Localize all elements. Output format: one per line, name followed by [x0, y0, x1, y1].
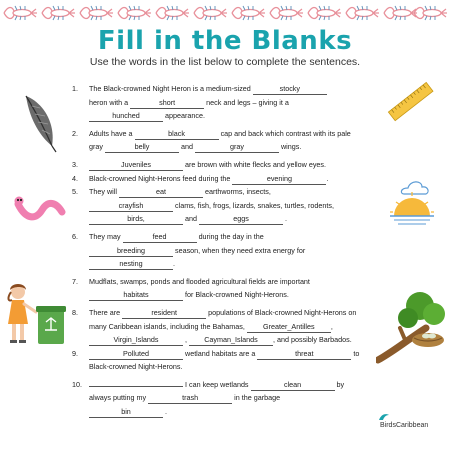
question-text: cap and back which contrast with its pale: [220, 128, 351, 138]
question-text: appearance.: [165, 111, 205, 121]
question-8: [72, 306, 377, 347]
question-text: Mudflats, swamps, ponds and flooded agricultural fields are important: [89, 276, 310, 286]
answer-blank[interactable]: belly: [105, 142, 179, 153]
question-text: clams, fish, frogs, lizards, snakes, turtles, rodents,: [175, 200, 334, 210]
feather-icon: [20, 92, 62, 154]
question-text: many Caribbean islands, including the Bahamas,: [89, 321, 245, 331]
logo-text-birds: Birds: [380, 422, 396, 429]
question-number: 2.: [72, 128, 78, 138]
answer-blank[interactable]: breeding: [89, 246, 173, 257]
question-text: .: [173, 259, 175, 269]
answer-blank[interactable]: gray: [195, 142, 279, 153]
question-7: [72, 275, 377, 302]
question-text: wings.: [280, 142, 302, 152]
question-10: [72, 378, 377, 419]
question-9: [72, 347, 377, 374]
question-text: There are: [89, 307, 121, 317]
answer-blank[interactable]: clean: [251, 380, 335, 391]
bird-icon: [378, 412, 390, 422]
question-text: during the day in the: [198, 231, 264, 241]
question-number: 5.: [72, 187, 78, 197]
logo-text-caribbean: Caribbean: [395, 422, 429, 429]
question-number: 7.: [72, 276, 78, 286]
question-text: The Black-crowned Night Heron is a medium-sized: [89, 84, 251, 93]
answer-blank[interactable]: Cayman_Islands: [189, 335, 273, 346]
question-text: earthworms, insects,: [204, 187, 271, 197]
answer-blank[interactable]: feed: [123, 232, 197, 243]
answer-blank[interactable]: bin: [89, 407, 163, 418]
question-6: [72, 230, 377, 271]
worm-icon: [12, 190, 66, 226]
question-text: .: [326, 173, 329, 183]
question-number: 3.: [72, 159, 78, 169]
birdscaribbean-logo: [380, 422, 428, 429]
page-title: Fill in the Blanks: [97, 26, 353, 56]
question-text: in the garbage: [234, 393, 281, 403]
question-text: and: [185, 214, 197, 224]
question-text: They may: [89, 231, 121, 241]
question-5: [72, 185, 377, 226]
question-text: ,: [330, 321, 333, 331]
answer-blank[interactable]: birds,: [89, 214, 183, 225]
answer-blank[interactable]: black: [135, 129, 219, 140]
question-text: , and possibly Barbados.: [273, 335, 352, 345]
question-text: They will: [89, 187, 117, 197]
answer-blank[interactable]: Polluted: [89, 349, 183, 360]
question-number: 4.: [72, 173, 78, 183]
question-number: 10.: [72, 379, 82, 389]
question-number: 1.: [72, 84, 78, 93]
ruler-icon: [385, 80, 437, 124]
question-text: wetland habitats are a: [185, 348, 256, 358]
question-text: .: [165, 407, 167, 417]
question-text: ,: [185, 335, 187, 345]
answer-blank[interactable]: habitats: [89, 290, 183, 301]
crayfish-border: [0, 2, 450, 24]
question-text: are brown with white flecks and yellow eyes.: [185, 159, 327, 169]
instructions: Use the words in the list below to complete the sentences.: [89, 56, 361, 68]
answer-blank[interactable]: stocky: [253, 84, 327, 95]
answer-blank[interactable]: eat: [119, 187, 203, 198]
question-3: [72, 158, 377, 172]
question-text: populations of Black-crowned Night-Herons on: [208, 307, 357, 317]
answer-blank[interactable]: crayfish: [89, 201, 173, 212]
answer-blank[interactable]: eggs: [199, 214, 283, 225]
tree-nest-icon: [376, 288, 448, 376]
answer-blank[interactable]: threat: [257, 349, 351, 360]
answer-blank[interactable]: Virgin_Islands: [89, 335, 183, 346]
answer-blank[interactable]: [89, 386, 183, 387]
question-text: Adults have a: [89, 128, 133, 138]
question-text: Black-crowned Night-Herons feed during the: [89, 173, 231, 183]
question-text: gray: [89, 142, 103, 152]
question-number: 9.: [72, 348, 78, 358]
answer-blank[interactable]: nesting: [89, 259, 173, 270]
question-text: for Black-crowned Night-Herons.: [185, 290, 289, 300]
question-text: Black-crowned Night-Herons.: [89, 362, 183, 372]
question-text: by: [336, 379, 345, 389]
answer-blank[interactable]: trash: [148, 393, 232, 404]
girl-recycling-icon: [2, 280, 70, 352]
answer-blank[interactable]: Greater_Antilles: [247, 322, 331, 333]
question-number: 8.: [72, 307, 78, 317]
question-1: [72, 82, 377, 123]
question-2: [72, 127, 377, 154]
question-number: 6.: [72, 231, 78, 241]
question-text: I can keep wetlands: [185, 379, 249, 389]
sunset-icon: [384, 172, 440, 228]
questions-list: [72, 82, 377, 419]
answer-blank[interactable]: Juveniles: [89, 160, 183, 171]
answer-blank[interactable]: short: [130, 98, 204, 109]
question-text: .: [285, 214, 287, 224]
question-text: always putting my: [89, 393, 147, 403]
answer-blank[interactable]: hunched: [89, 111, 163, 122]
question-text: to: [353, 348, 360, 358]
answer-blank[interactable]: evening: [232, 174, 326, 185]
answer-blank[interactable]: resident: [122, 308, 206, 319]
question-text: neck and legs – giving it a: [206, 97, 289, 107]
question-text: season, when they need extra energy for: [175, 245, 306, 255]
question-4: [72, 172, 377, 186]
question-text: and: [180, 142, 193, 152]
question-text: heron with a: [89, 97, 129, 107]
